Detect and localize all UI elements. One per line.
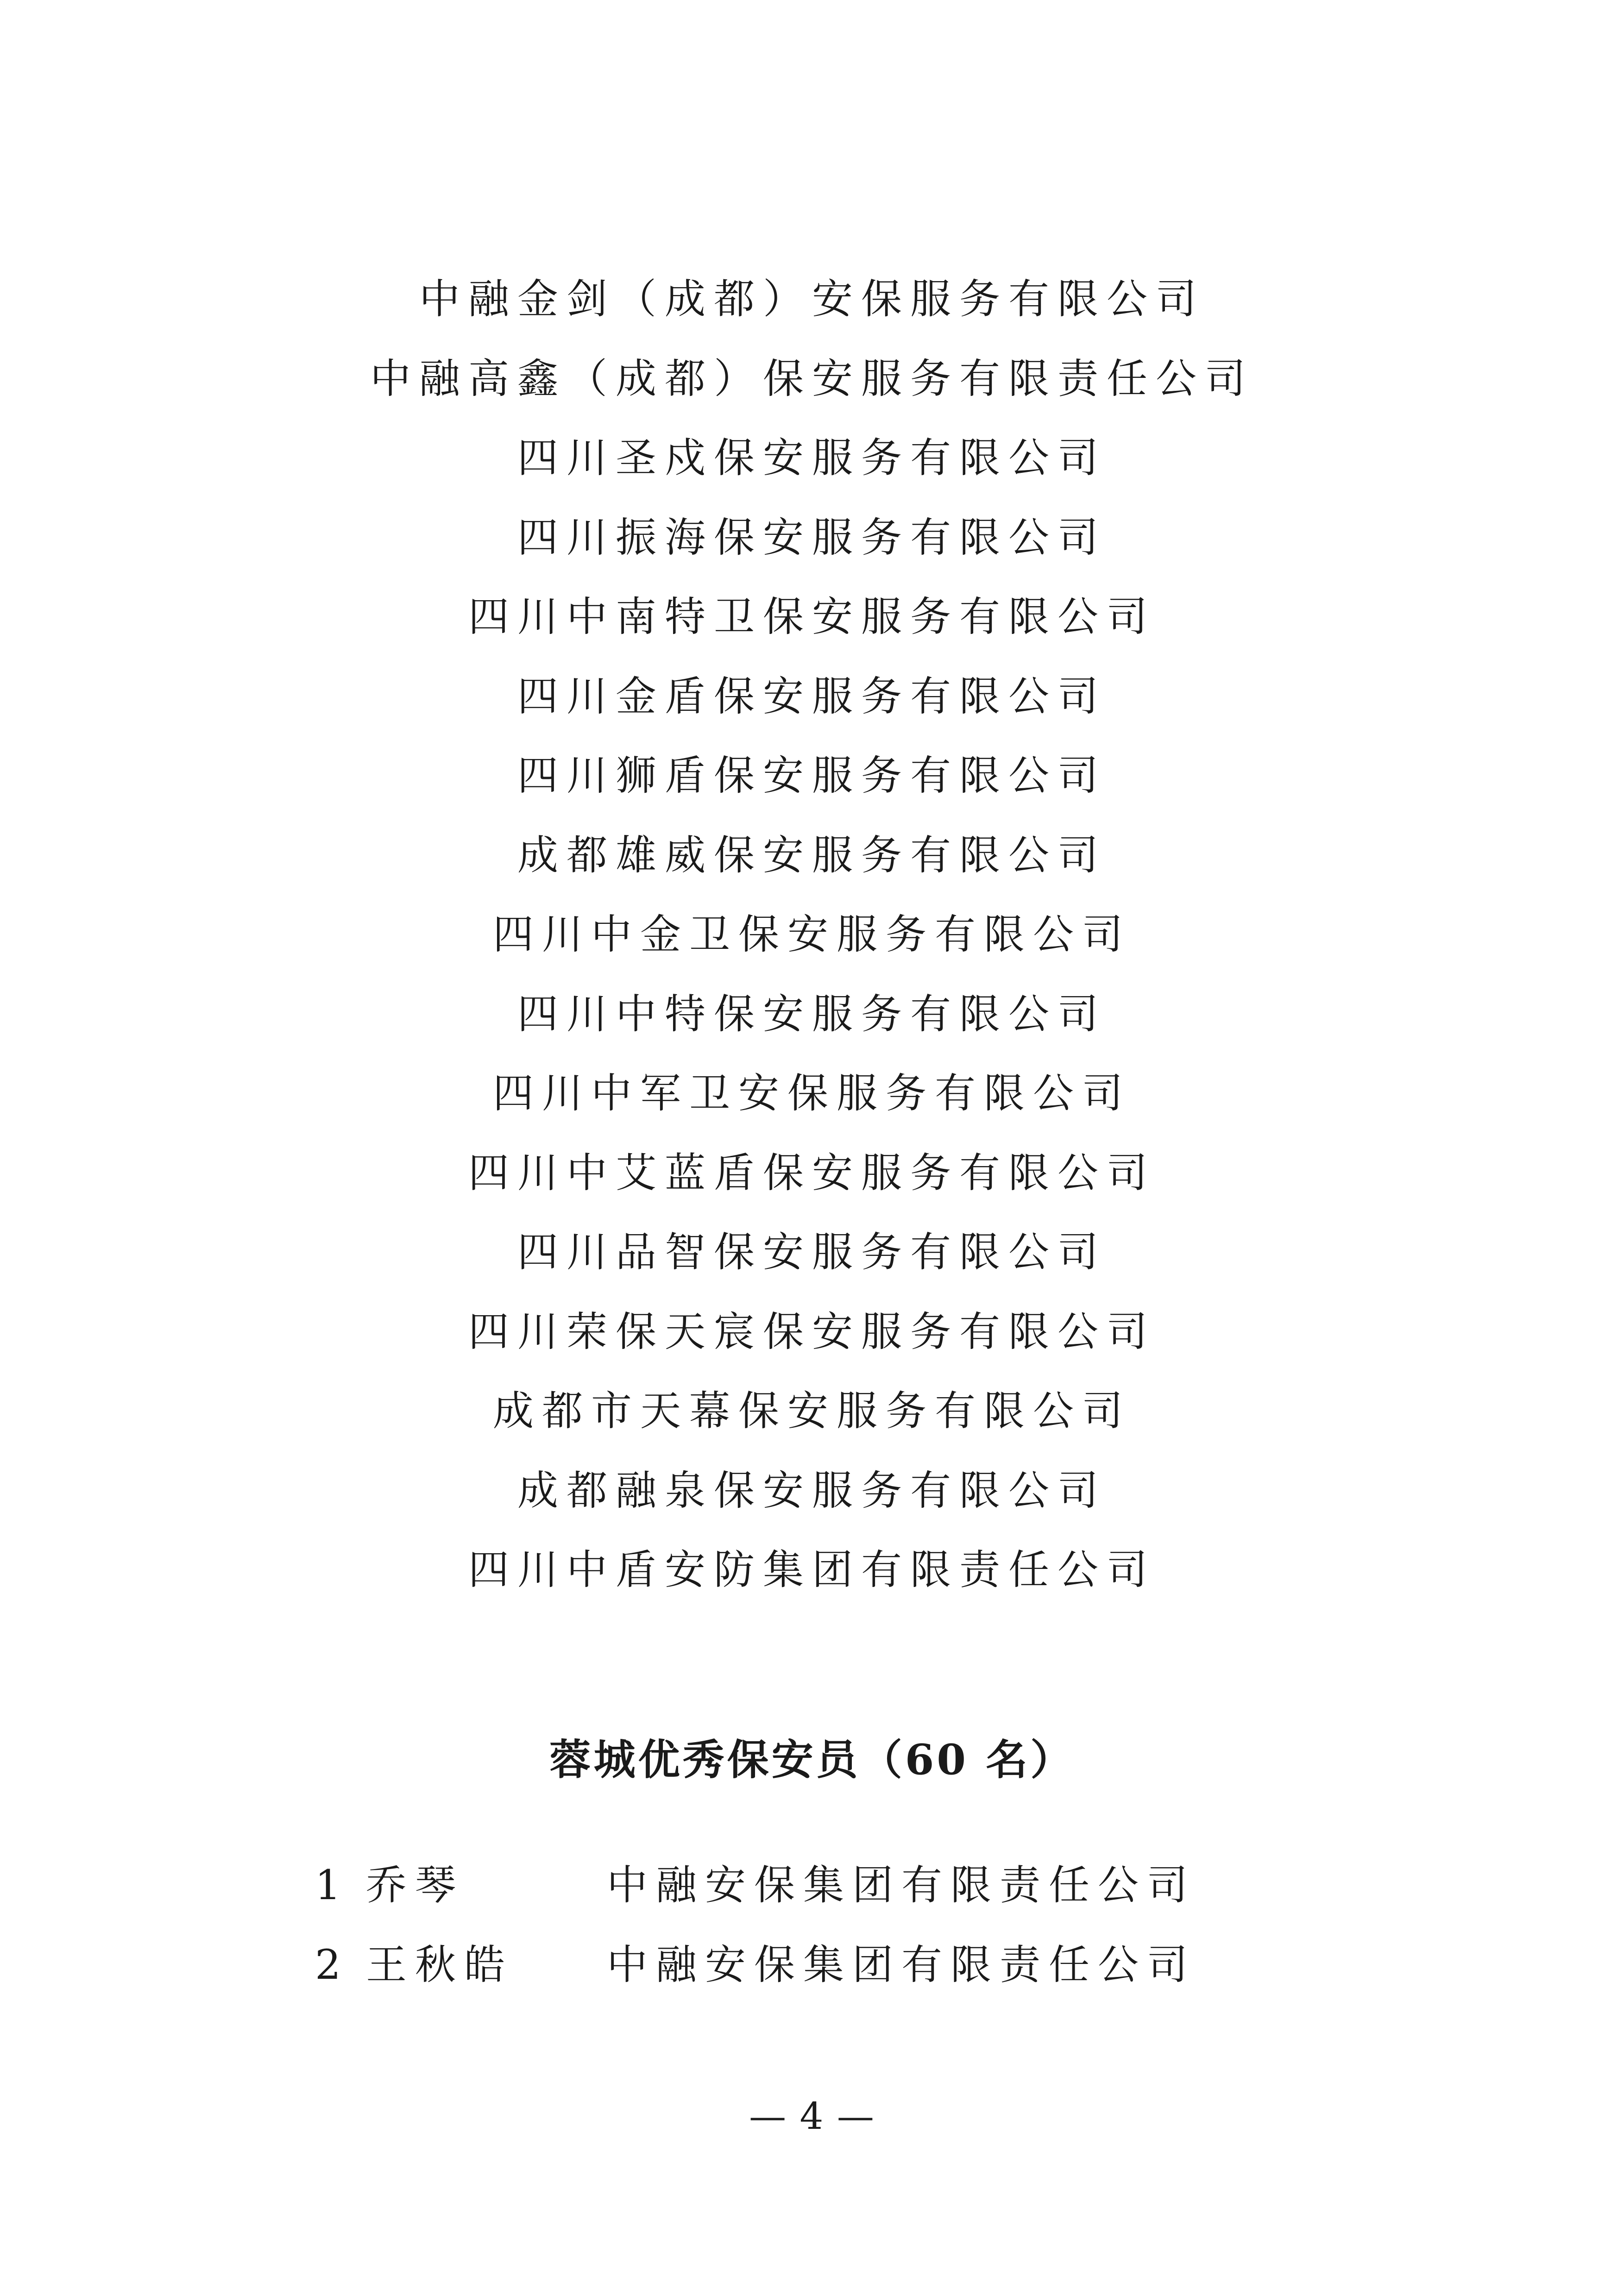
section-title: 蓉城优秀保安员（60 名）	[549, 1735, 1075, 1784]
person-row	[0, 1845, 1624, 1925]
person-organization: 中融安保集团有限责任公司	[607, 1941, 1196, 1989]
company-item: 四川狮盾保安服务有限公司	[517, 752, 1107, 799]
company-item: 四川中特保安服务有限公司	[517, 990, 1107, 1038]
company-list	[0, 259, 1624, 1610]
page-number: — 4 —	[749, 2095, 875, 2138]
people-list	[0, 1845, 1624, 2005]
company-item: 四川中艾蓝盾保安服务有限公司	[468, 1148, 1156, 1197]
person-organization: 中融安保集团有限责任公司	[607, 1861, 1196, 1909]
company-item: 成都雄威保安服务有限公司	[517, 831, 1107, 879]
person-name: 乔琴	[366, 1861, 465, 1909]
company-item: 中融金剑（成都）安保服务有限公司	[419, 275, 1205, 323]
person-number: 1	[315, 1861, 341, 1909]
company-item: 四川中金卫保安服务有限公司	[492, 910, 1131, 958]
company-item: 成都市天幕保安服务有限公司	[492, 1387, 1131, 1435]
company-item: 中融高鑫（成都）保安服务有限责任公司	[370, 354, 1254, 402]
person-row	[0, 1925, 1624, 2005]
company-item: 四川中南特卫保安服务有限公司	[468, 593, 1156, 640]
company-item: 四川中军卫安保服务有限公司	[492, 1069, 1131, 1117]
company-item: 四川金盾保安服务有限公司	[517, 672, 1107, 720]
company-item: 四川圣戍保安服务有限公司	[517, 434, 1107, 482]
company-item: 四川振海保安服务有限公司	[517, 513, 1107, 561]
person-name: 王秋皓	[366, 1941, 514, 1989]
company-item: 四川荣保天宸保安服务有限公司	[468, 1307, 1156, 1355]
company-item: 四川中盾安防集团有限责任公司	[468, 1546, 1156, 1593]
company-item: 成都融泉保安服务有限公司	[517, 1466, 1107, 1514]
person-number: 2	[315, 1941, 341, 1989]
company-item: 四川品智保安服务有限公司	[517, 1228, 1107, 1276]
